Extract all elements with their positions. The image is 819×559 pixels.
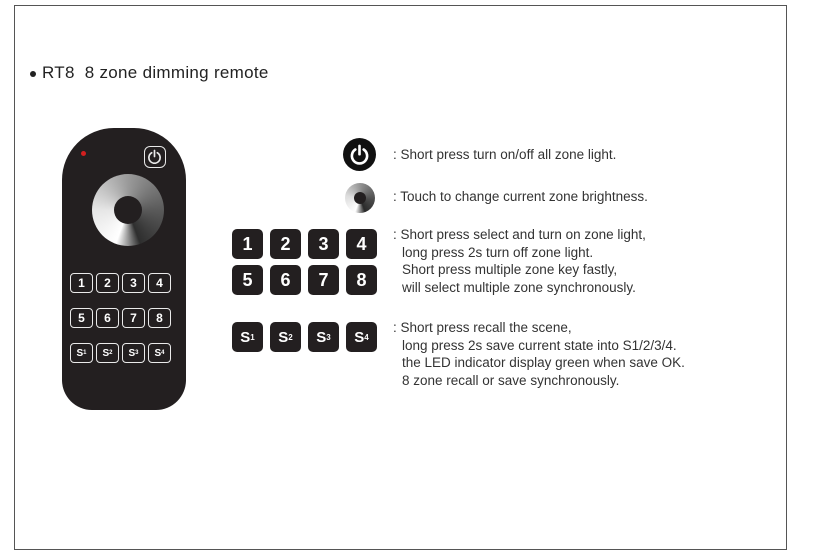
legend-zone-text — [393, 226, 646, 296]
legend-zone-key: 4 — [346, 229, 377, 259]
text-line: : Short press recall the scene, — [393, 320, 572, 335]
legend-zone-key: 6 — [270, 265, 301, 295]
remote-scene-key: S 1 — [70, 343, 93, 363]
legend-zone-key: 7 — [308, 265, 339, 295]
led-indicator — [81, 151, 86, 156]
remote-scene-row — [70, 343, 171, 363]
legend-zone-key: 5 — [232, 265, 263, 295]
remote-zone-row-2 — [70, 308, 171, 328]
text-line: 8 zone recall or save synchronously. — [402, 372, 620, 388]
text-line: : Short press select and turn on zone light, — [393, 227, 646, 242]
remote-scene-key: S 2 — [96, 343, 119, 363]
text-line: the LED indicator display green when save OK. — [402, 355, 685, 370]
remote-zone-key: 2 — [96, 273, 119, 293]
model-name: RT8 — [42, 63, 75, 82]
remote-zone-key: 1 — [70, 273, 93, 293]
touch-wheel-center — [354, 192, 366, 204]
section-title — [30, 63, 269, 83]
legend-zone-key: 1 — [232, 229, 263, 259]
model-description: 8 zone dimming remote — [84, 63, 269, 82]
bullet-icon — [30, 71, 36, 77]
legend-power-button — [343, 138, 376, 171]
remote-zone-key: 5 — [70, 308, 93, 328]
remote-scene-key: S 3 — [122, 343, 145, 363]
legend-scene-key: S 1 — [232, 322, 263, 352]
legend-zone-key: 2 — [270, 229, 301, 259]
power-icon — [349, 144, 370, 165]
text-line: Short press multiple zone key fastly, — [402, 262, 618, 277]
legend-zone-row-1 — [232, 229, 377, 259]
remote-power-key — [144, 146, 166, 168]
legend-zone-row-2 — [232, 265, 377, 295]
remote-zone-key: 6 — [96, 308, 119, 328]
power-icon — [147, 149, 162, 164]
legend-scene-text — [393, 319, 685, 389]
touch-wheel-center — [114, 196, 142, 224]
remote-zone-row-1 — [70, 273, 171, 293]
remote-zone-key: 4 — [148, 273, 171, 293]
remote-zone-key: 3 — [122, 273, 145, 293]
legend-zone-key: 3 — [308, 229, 339, 259]
text-line: long press 2s turn off zone light. — [402, 244, 594, 260]
remote-illustration — [62, 128, 186, 410]
touch-wheel-icon — [345, 183, 375, 213]
legend-scene-key: S 3 — [308, 322, 339, 352]
legend-power-text: : Short press turn on/off all zone light. — [393, 147, 617, 162]
legend-scene-key: S 4 — [346, 322, 377, 352]
legend-scene-key: S 2 — [270, 322, 301, 352]
text-line: long press 2s save current state into S1/2/3/4. — [402, 337, 677, 353]
remote-scene-key: S 4 — [148, 343, 171, 363]
remote-zone-key: 7 — [122, 308, 145, 328]
remote-touch-wheel — [92, 174, 164, 246]
text-line: will select multiple zone synchronously. — [402, 279, 636, 295]
remote-zone-key: 8 — [148, 308, 171, 328]
legend-wheel-text: : Touch to change current zone brightness. — [393, 189, 648, 204]
legend-scene-row — [232, 322, 377, 352]
legend-zone-key: 8 — [346, 265, 377, 295]
